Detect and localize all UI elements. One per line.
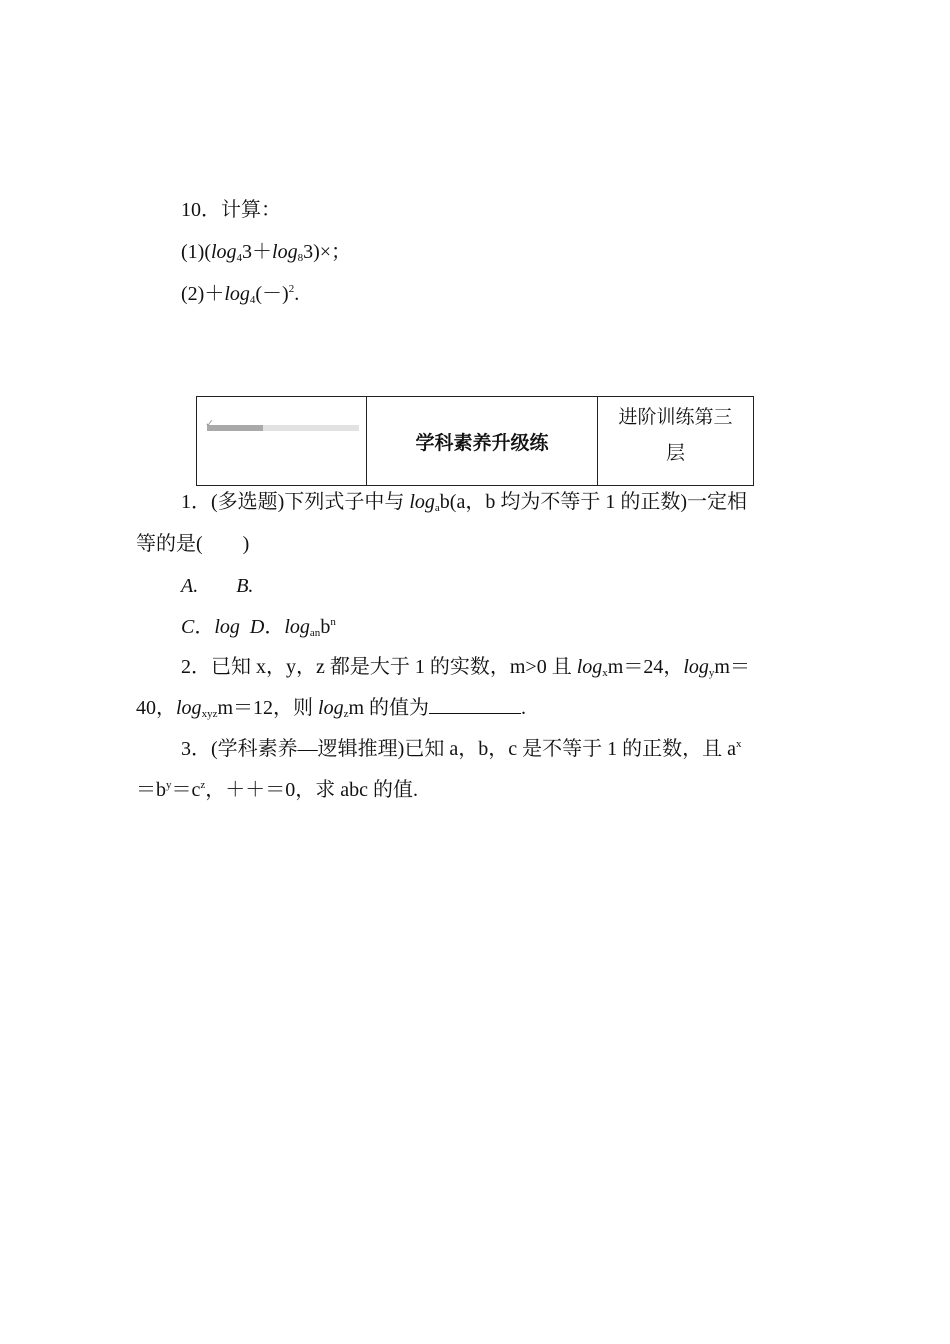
q3-line1: 3．(学科素养—逻辑推理)已知 a，b，c 是不等于 1 的正数，且 $a^x$ [181, 738, 742, 760]
option-c: log [214, 616, 240, 638]
option-a: A. [181, 575, 199, 597]
section-level: 进阶训练第三 层 [618, 406, 733, 464]
option-d: log [284, 616, 310, 638]
option-d-label: D [249, 616, 265, 638]
q1-options-cd: C．log D．$\log_{an}b^n$ [181, 616, 336, 639]
q2-line1: 2．已知 x，y，z 都是大于 1 的实数，m>0 且 $\log_xm=24$，$\log_ym=$ [181, 656, 750, 679]
q1-line1: 1．(多选题)下列式子中与 $\log_ab(a$，b 均为不等于 1 的正数)一定相 [181, 491, 747, 514]
progress-bar [207, 425, 359, 431]
progress-cell [197, 397, 367, 485]
q10-title: 10．计算： [181, 199, 281, 221]
q10-part2: $(2)+\log_4(-)^2$. [181, 283, 300, 306]
q1-options-ab [181, 572, 253, 600]
option-b: B. [236, 575, 254, 597]
q2-line2: 40，$\log_{xyz}m=12$，则 $\log_zm$ 的值为 . [136, 697, 527, 720]
q1-line2: 等的是( ) [136, 533, 250, 555]
section-banner [196, 396, 754, 486]
section-title: 学科素养升级练 [367, 397, 598, 485]
progress-fill [207, 425, 263, 431]
answer-blank[interactable] [429, 695, 521, 714]
q3-line2: $=b^y=c^z$，＋＋＝0，求 abc 的值. [136, 779, 419, 801]
option-c-label: C [181, 616, 195, 638]
check-icon: ✓ [205, 418, 215, 430]
q10-part1: $(1)(\log_43+\log_83)\times$； [181, 241, 352, 264]
